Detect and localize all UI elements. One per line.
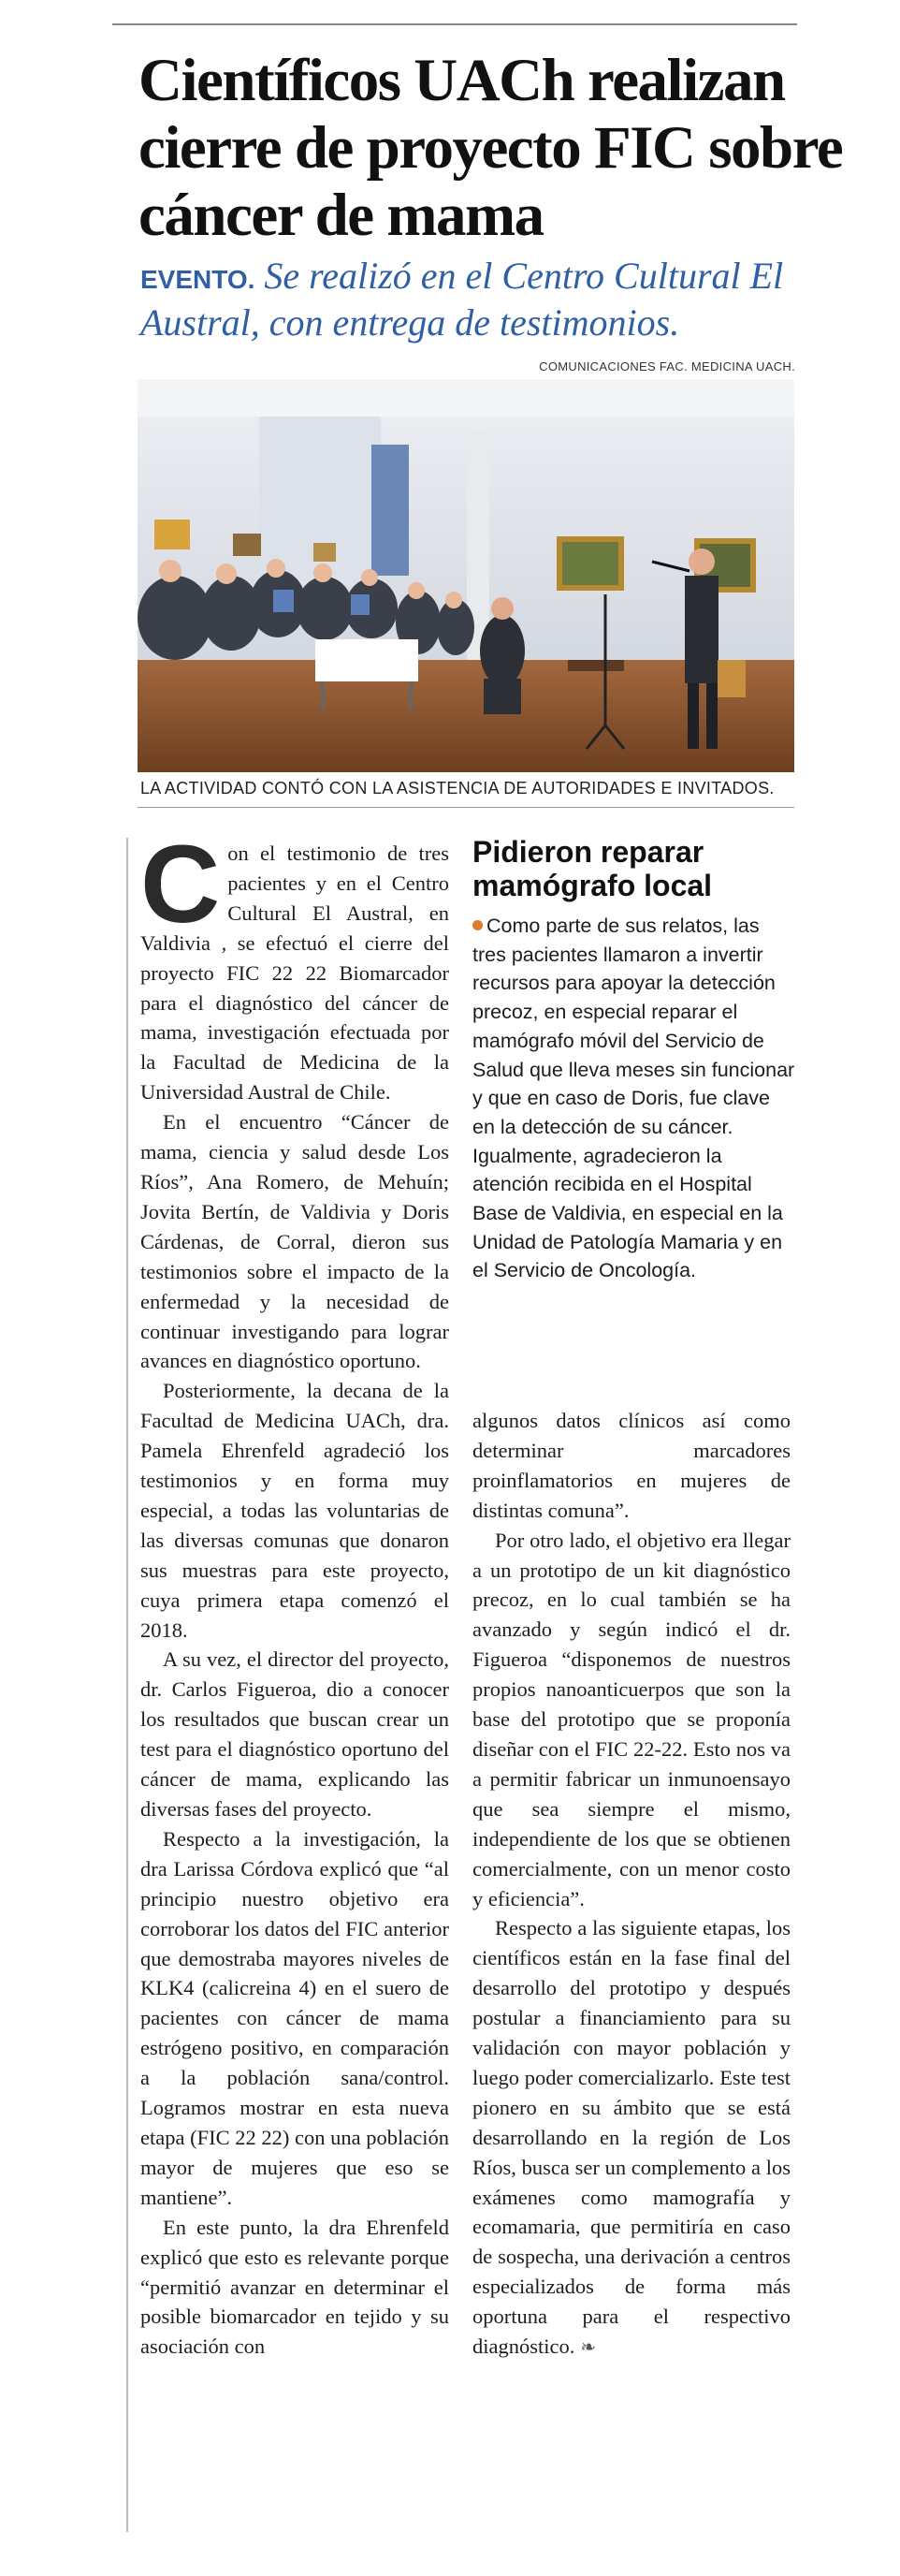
article-paragraph-4: A su vez, el director del proyecto, dr. Carlos Figueroa, dio a conocer los resultados que buscan crear un test para el diagnóstico oportuno del cáncer de mama, explicando las diversas fases del proyecto. [140, 1647, 449, 1821]
photo-caption: LA ACTIVIDAD CONTÓ CON LA ASISTENCIA DE AUTORIDADES E INVITADOS. [140, 779, 775, 798]
paragraph-9-text: Respecto a las siguiente etapas, los científicos están en la fase final del desarrollo del prototipo y después postular a financiamiento para su validación con mayor población y luego poder comercializarlo. Este test pionero en su ámbito que se está desarrollando en la región de Los Ríos, busca ser un complemento a los exámenes como mamografía y ecomamaria, que permitiría en caso de sospecha, una derivación a centros especializados de forma más oportuna para el respectivo diagnóstico. [472, 1916, 791, 2359]
article-paragraph-5: Respecto a la investigación, la dra Larissa Córdova explicó que “al principio nuestro objetivo era corroborar los datos del FIC anterior que demostraba mayores niveles de KLK4 (calicreina 4) en el suero de pacientes con cáncer de mama estrógeno positivo, en comparación a la población sana/control. Logramos mostrar en esta nueva etapa (FIC 22 22) con una población mayor de mujeres que eso se mantiene”. [140, 1826, 449, 2209]
photo-credit: COMUNICACIONES FAC. MEDICINA UACH. [539, 359, 795, 373]
sidebar-title: Pidieron reparar mamógrafo local [472, 835, 713, 902]
article-paragraph-3: Posteriormente, la decana de la Facultad de Medicina UACh, dra. Pamela Ehrenfeld agradeció los testimonios y en forma muy especial, a todas las voluntarias de las diversas comunas que donaron sus muestras para este proyecto, cuya primera etapa comenzó el 2018. [140, 1379, 449, 1642]
article-paragraph-8: Por otro lado, el objetivo era llegar a un prototipo de un kit diagnóstico precoz, en lo cual también se ha avanzado y según indicó el dr. Figueroa “disponemos de nuestros propios nanoanticuerpos que son la base del prototipo que se proponía diseñar con el FIC 22-22. Esto nos va a permitir fabricar un inmunoensayo que sea siempre el mismo, independiente de los que se obtienen comercialmente, con un menor costo y eficiencia”. [472, 1528, 791, 1910]
article-column-right [472, 1406, 791, 2363]
article-paragraph-9 [472, 1913, 791, 2363]
left-column-rule [126, 838, 128, 2532]
orange-bullet-icon [472, 920, 483, 930]
deck-text: Se realizó en el Centro Cultural El Austral, con entrega de testimonios. [140, 255, 784, 344]
article-paragraph-6: En este punto, la dra Ehrenfeld explicó que esto es relevante porque “permitió avanzar en determinar el posible biomarcador en tejido y su asociación con [140, 2215, 449, 2359]
end-of-article-icon: ❧ [580, 2335, 597, 2359]
article-paragraph-7: algunos datos clínicos así como determinar marcadores proinflamatorios en mujeres de distintas comuna”. [472, 1409, 791, 1522]
caption-rule [138, 807, 794, 808]
sidebar-body [472, 912, 795, 1285]
headline: Científicos UACh realizan cierre de proyecto FIC sobre cáncer de mama [138, 47, 843, 249]
article-column-left [140, 823, 449, 2362]
top-rule [112, 23, 797, 25]
article-paragraph-2: En el encuentro “Cáncer de mama, ciencia y salud desde Los Ríos”, Ana Romero, de Mehuín; Jovita Bertín, de Valdivia y Doris Cárdenas, de Corral, dieron sus testimonios sobre el impacto de la enfermedad y la necesidad de continuar investigando para lograr avances en diagnóstico oportuno. [140, 1110, 449, 1373]
sidebar-box [472, 835, 795, 1285]
article-paragraph-1 [140, 823, 449, 1107]
sidebar-text: Como parte de sus relatos, las tres pacientes llamaron a invertir recursos para apoyar la detección precoz, en especial reparar el mamógrafo móvil del Servicio de Salud que lleva meses sin funcionar y que en caso de Doris, fue clave en la detección de su cáncer. Igualmente, agradecieron la atención recibida en el Hospital Base de Valdivia, en especial en la Unidad de Patología Mamaria y en el Servicio de Oncología. [472, 915, 795, 1282]
drop-cap: C [140, 823, 221, 946]
paragraph-1-text: on el testimonio de tres pacientes y en el Centro Cultural El Austral, en Valdivia , se efectuó el cierre del proyecto FIC 22 22 Biomarcador para el diagnóstico del cáncer de mama, investigación efectuada por la Facultad de Medicina de la Universidad Austral de Chile. [140, 842, 449, 1105]
event-photo [138, 379, 794, 772]
deck-tag: EVENTO. [140, 265, 255, 294]
deck [140, 255, 851, 344]
